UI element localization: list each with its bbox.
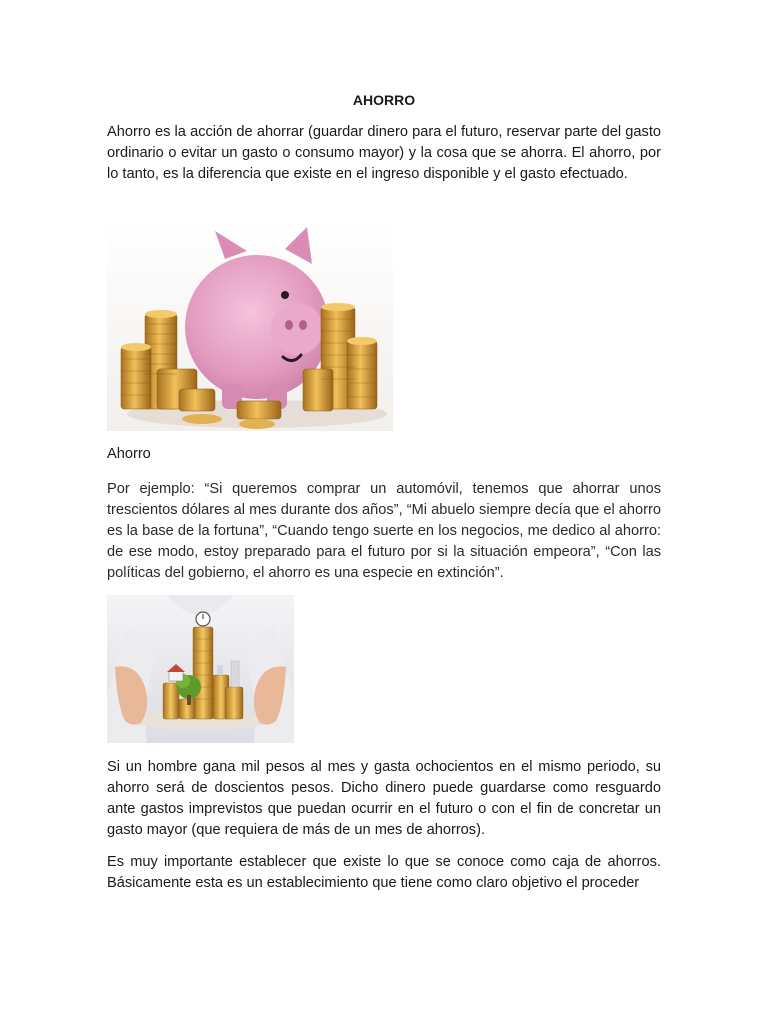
hands-coins-image: [107, 595, 294, 743]
page-title: AHORRO: [352, 92, 416, 108]
example-salary-paragraph: Si un hombre gana mil pesos al mes y gasta ochocientos en el mismo periodo, su ahorro será de doscientos pesos. Dicho dinero puede guardarse como resguardo ante gastos imprevistos que puedan ocurrir en el futuro o con el fin de concretar un gasto mayor (que requiera de más de un mes de ahorros).: [107, 759, 661, 838]
savings-bank-paragraph: Es muy importante establecer que existe lo que se conoce como caja de ahorros. Básicamente esta es un establecimiento que tiene como claro objetivo el proceder: [107, 854, 661, 891]
image-caption: Ahorro: [107, 446, 151, 462]
intro-paragraph: Ahorro es la acción de ahorrar (guardar dinero para el futuro, reservar parte del gasto ordinario o evitar un gasto o consumo mayor) y la cosa que se ahorra. El ahorro, por lo tanto, es la diferencia que existe en el ingreso disponible y el gasto efectuado.: [107, 124, 661, 182]
piggy-bank-image: [107, 219, 393, 431]
examples-paragraph: Por ejemplo: “Si queremos comprar un automóvil, tenemos que ahorrar unos trescientos dólares al mes durante dos años”, “Mi abuelo siempre decía que el ahorro es la base de la fortuna”, “Cuando tengo suerte en los negocios, me dedico al ahorro: de ese modo, estoy preparado para el futuro por si la situación empeora”, “Con las políticas del gobierno, el ahorro es una especie en extinción”.: [107, 481, 661, 581]
